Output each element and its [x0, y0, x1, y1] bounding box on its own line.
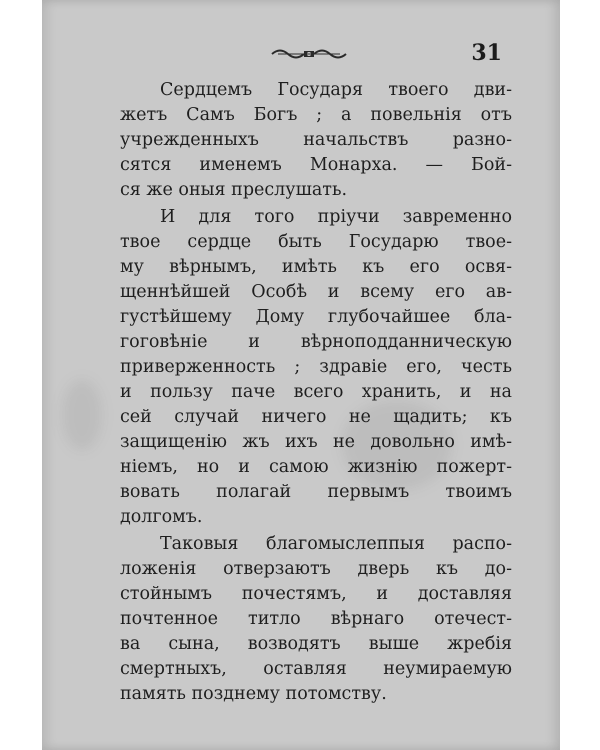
text-line: долгомъ. [120, 507, 203, 527]
text-line: сей случай ничего не щадить; къ [120, 407, 512, 427]
text-line: Таковыя благомыслеппыя распо- [160, 534, 512, 554]
text-line: стойнымъ почестямъ, и доставляя [120, 584, 512, 604]
text-line: жетъ Самъ Богъ ; а повельнія отъ [120, 105, 512, 125]
page-header [120, 36, 512, 78]
paper-stain [62, 380, 102, 450]
text-line: учрежденныхъ начальствъ разно- [120, 130, 512, 150]
text-line: му вѣрнымъ, имѣть къ его освя- [120, 257, 512, 277]
text-line: смертныхъ, оставляя неумираемую [120, 659, 512, 679]
text-line: и пользу паче всего хранить, и на [120, 382, 512, 402]
text-line: ніемъ, но и самою жизнію пожерт- [120, 457, 512, 477]
text-line: ва сына, возводятъ выше жребія [120, 634, 512, 654]
paragraph-3 [120, 532, 512, 707]
text-line: ложенія отверзаютъ дверь къ до- [120, 559, 512, 579]
text-line: густѣйшему Дому глубочайшее бла- [120, 307, 512, 327]
text-line: гоговѣніе и вѣрноподданническую [120, 332, 512, 352]
paragraph-1 [120, 78, 512, 203]
text-line: Сердцемъ Государя твоего дви- [160, 80, 512, 100]
page-number: 31 [471, 40, 502, 66]
text-line: защищенію жъ ихъ не довольно имѣ- [120, 432, 512, 452]
text-line: И для того пріучи заврeменно [160, 207, 512, 227]
text-line: щеннѣйшей Особѣ и всему его ав- [120, 282, 512, 302]
paragraph-2 [120, 205, 512, 530]
book-page [42, 0, 560, 750]
text-line: память позднему потомству. [120, 684, 387, 704]
text-line: сятся именемъ Монарха. — Бой- [120, 155, 512, 175]
text-line: почтенное титло вѣрнаго отечест- [120, 609, 512, 629]
text-line: твое сердце быть Государю твое- [120, 232, 512, 252]
text-line: приверженность ; здравіе его, честь [120, 357, 512, 377]
ornament-icon [270, 46, 348, 62]
text-line: вовать полагай первымъ твоимъ [120, 482, 512, 502]
text-line: ся же оныя преслушать. [120, 180, 348, 200]
page-content [120, 36, 512, 707]
